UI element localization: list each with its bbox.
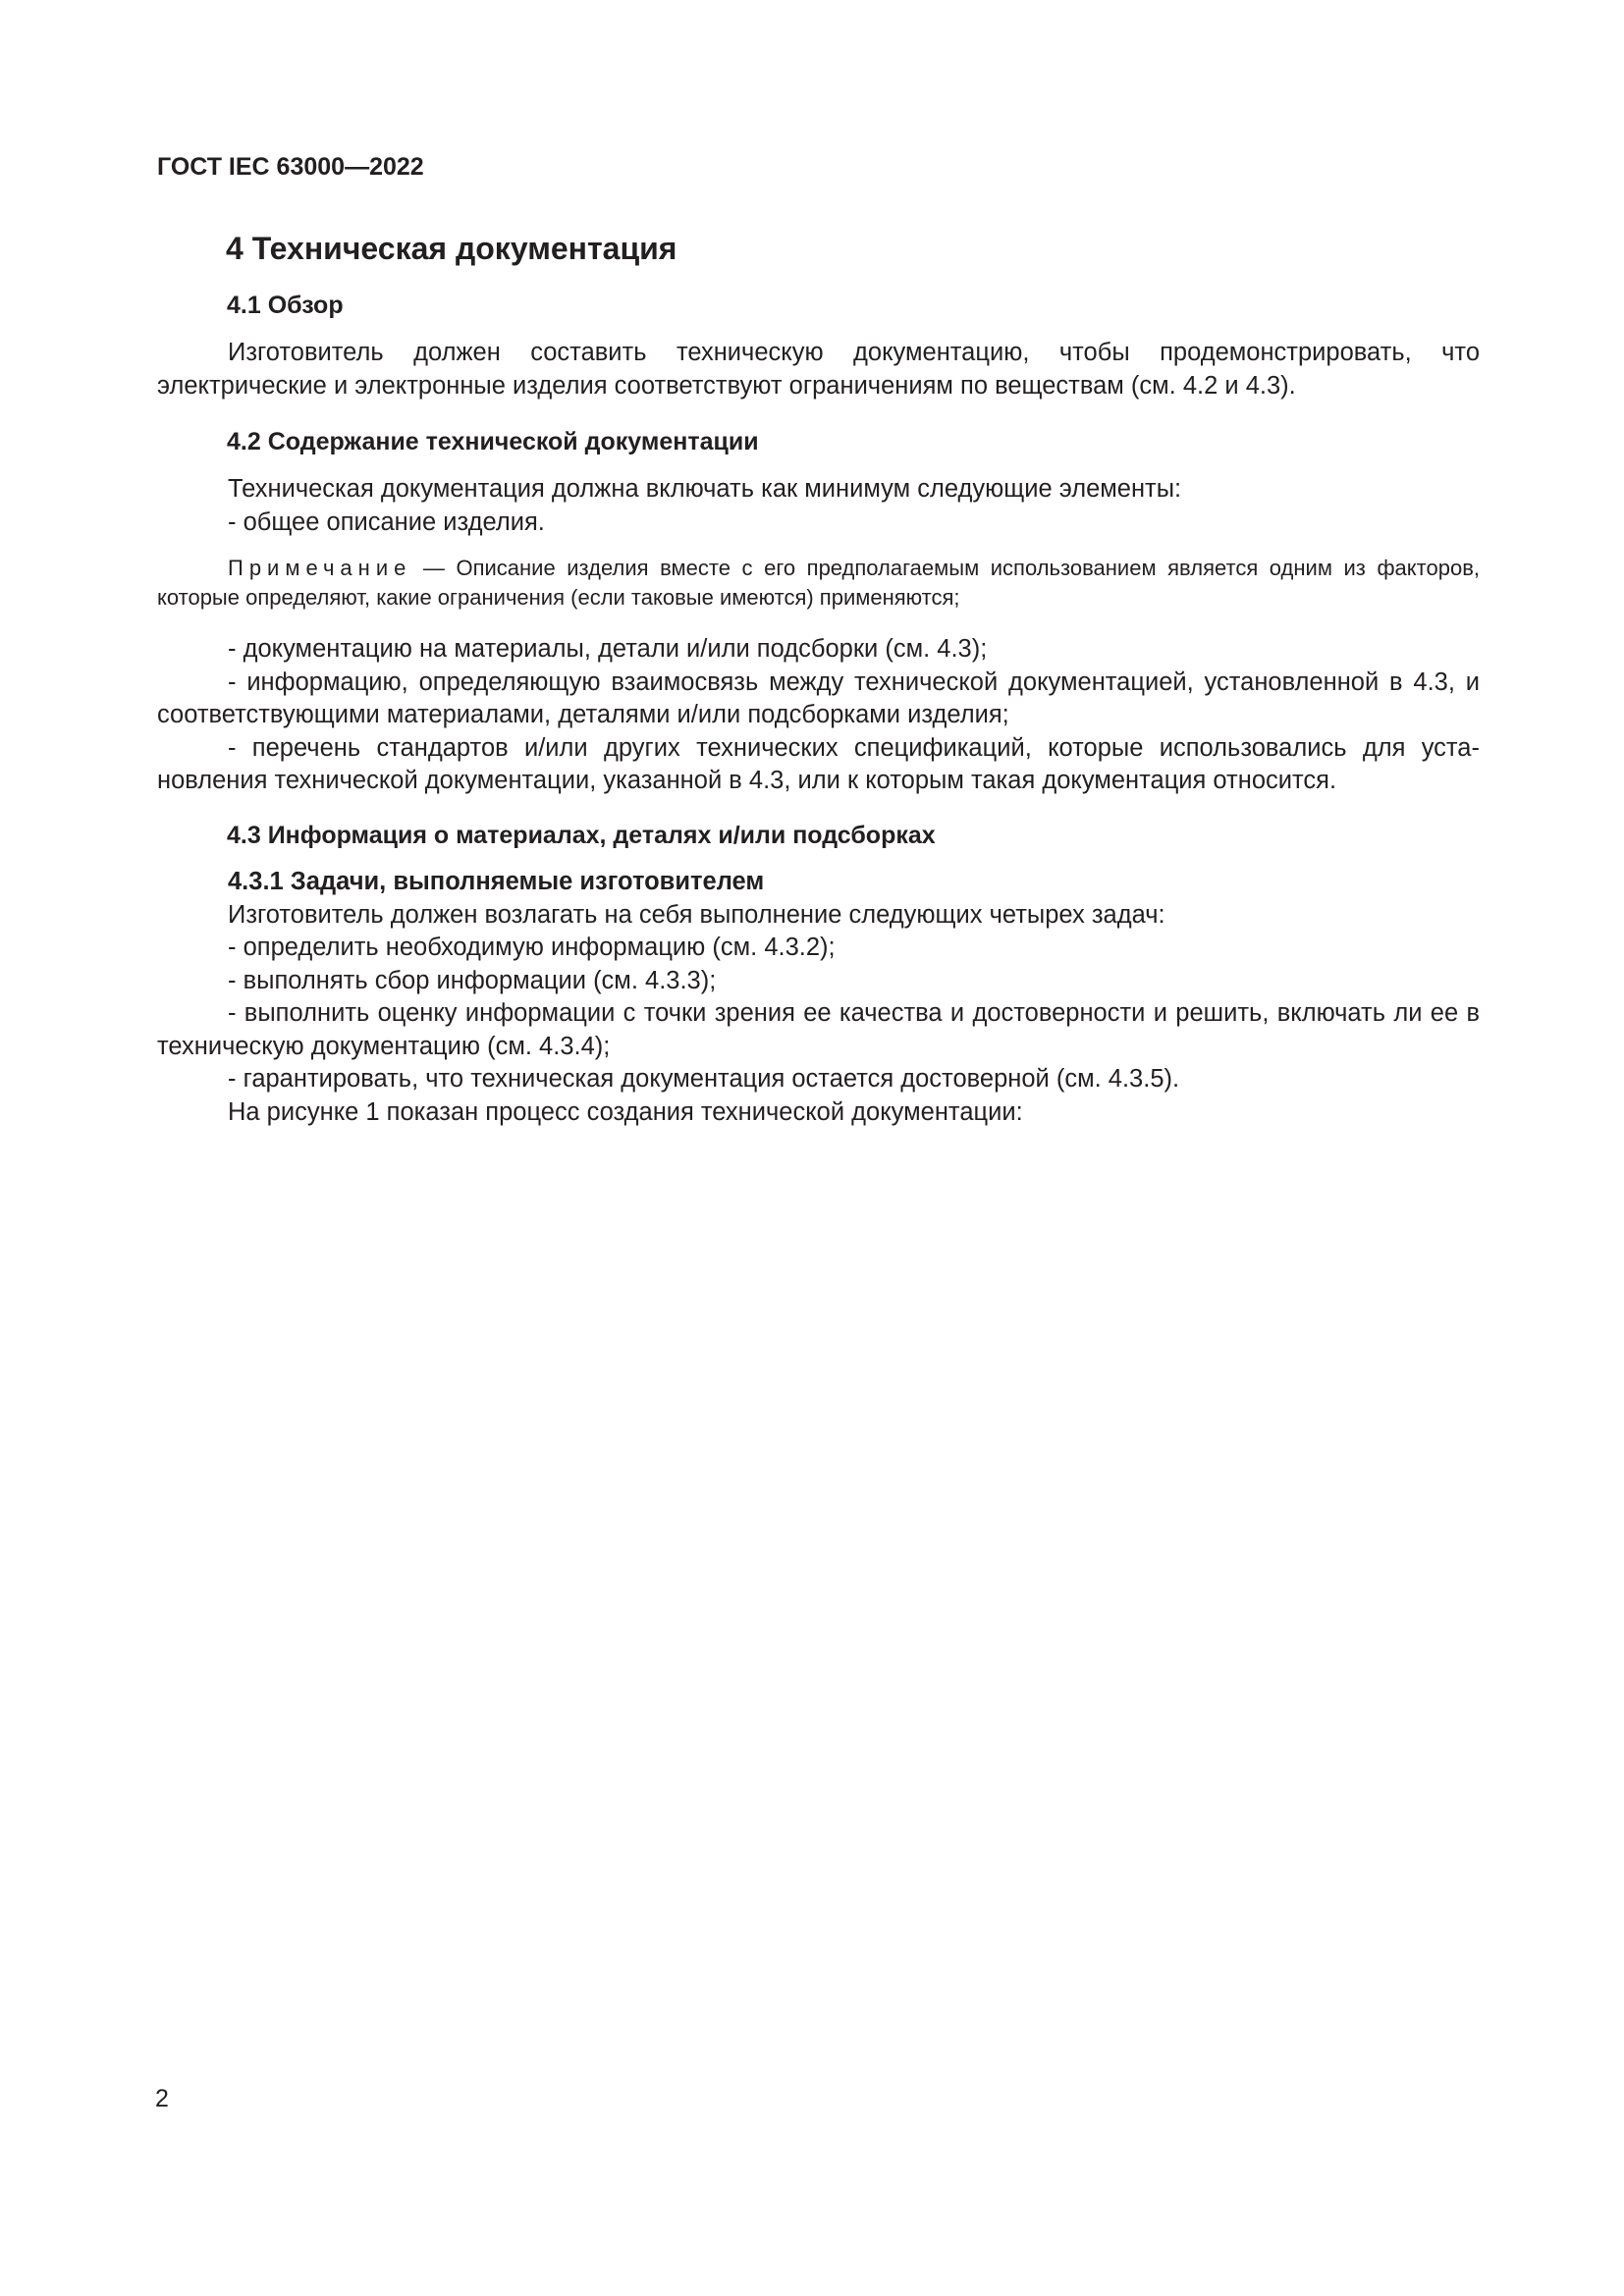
figure-reference-paragraph: На рисунке 1 показан процесс создания технической документации: xyxy=(228,1097,1023,1126)
list-item-materials-documentation: - документацию на материалы, детали и/или подсборки (см. 4.3); xyxy=(228,635,988,663)
subsection-4-2-list-block xyxy=(157,633,1480,798)
list-item-product-description: - общее описание изделия. xyxy=(228,507,545,536)
task-item-ensure-validity: - гарантировать, что техническая документация остается достоверной (см. 4.3.5). xyxy=(228,1065,1180,1093)
task-item-evaluate-information: - выполнить оценку информации с точки зрения ее качества и достоверности и решить, включать ли ее в техническую документацию (см. 4.3.4); xyxy=(157,999,1480,1060)
note-block xyxy=(157,554,1480,613)
subsection-4-1-body xyxy=(157,337,1480,402)
task-item-define-information: - определить необходимую информацию (см. 4.3.2); xyxy=(228,934,836,961)
subsection-4-2-heading: 4.2 Содержание технической документации xyxy=(227,428,759,455)
tasks-intro-paragraph: Изготовитель должен возлагать на себя выполнение следующих четырех задач: xyxy=(228,900,1165,929)
note-label: Примечание xyxy=(228,556,412,580)
document-code-header: ГОСТ IEC 63000—2022 xyxy=(157,153,424,181)
task-item-collect-information: - выполнять сбор информации (см. 4.3.3); xyxy=(228,966,717,994)
subsection-4-3-1-heading: 4.3.1 Задачи, выполняемые изготовителем xyxy=(228,868,765,895)
content-intro-paragraph: Техническая документация должна включать как минимум следующие элементы: xyxy=(228,475,1182,503)
note-paragraph xyxy=(157,554,1480,613)
subsection-4-3-1-block xyxy=(157,866,1480,1129)
list-item-relationship-information: - информацию, определяющую взаимосвязь между технической документацией, установленной в 4.3, и соответствующими материалами, деталями и/или подсборками изделия; xyxy=(157,667,1480,728)
subsection-4-1-heading: 4.1 Обзор xyxy=(227,292,344,319)
overview-paragraph: Изготовитель должен составить техническую документацию, чтобы продемонстрировать, что электрические и электронные изделия соответствуют ограничениям по веществам (см. 4.2 и 4.3). xyxy=(157,339,1480,400)
section-4-heading: 4 Техническая документация xyxy=(226,231,677,266)
subsection-4-3-heading: 4.3 Информация о материалах, деталях и/или подсборках xyxy=(227,822,936,849)
page-number: 2 xyxy=(155,2085,169,2112)
subsection-4-2-intro-block xyxy=(157,473,1480,539)
list-item-standards-list: - перечень стандартов и/или других технических спецификаций, которые использовались для установления технической документации, указанной в 4.3, или к которым такая документация относится. xyxy=(157,733,1480,794)
note-text: — Описание изделия вместе с его предполагаемым использованием является одним из факторов, которые определяют, какие ограничения (если таковые имеются) применяются; xyxy=(157,556,1480,610)
